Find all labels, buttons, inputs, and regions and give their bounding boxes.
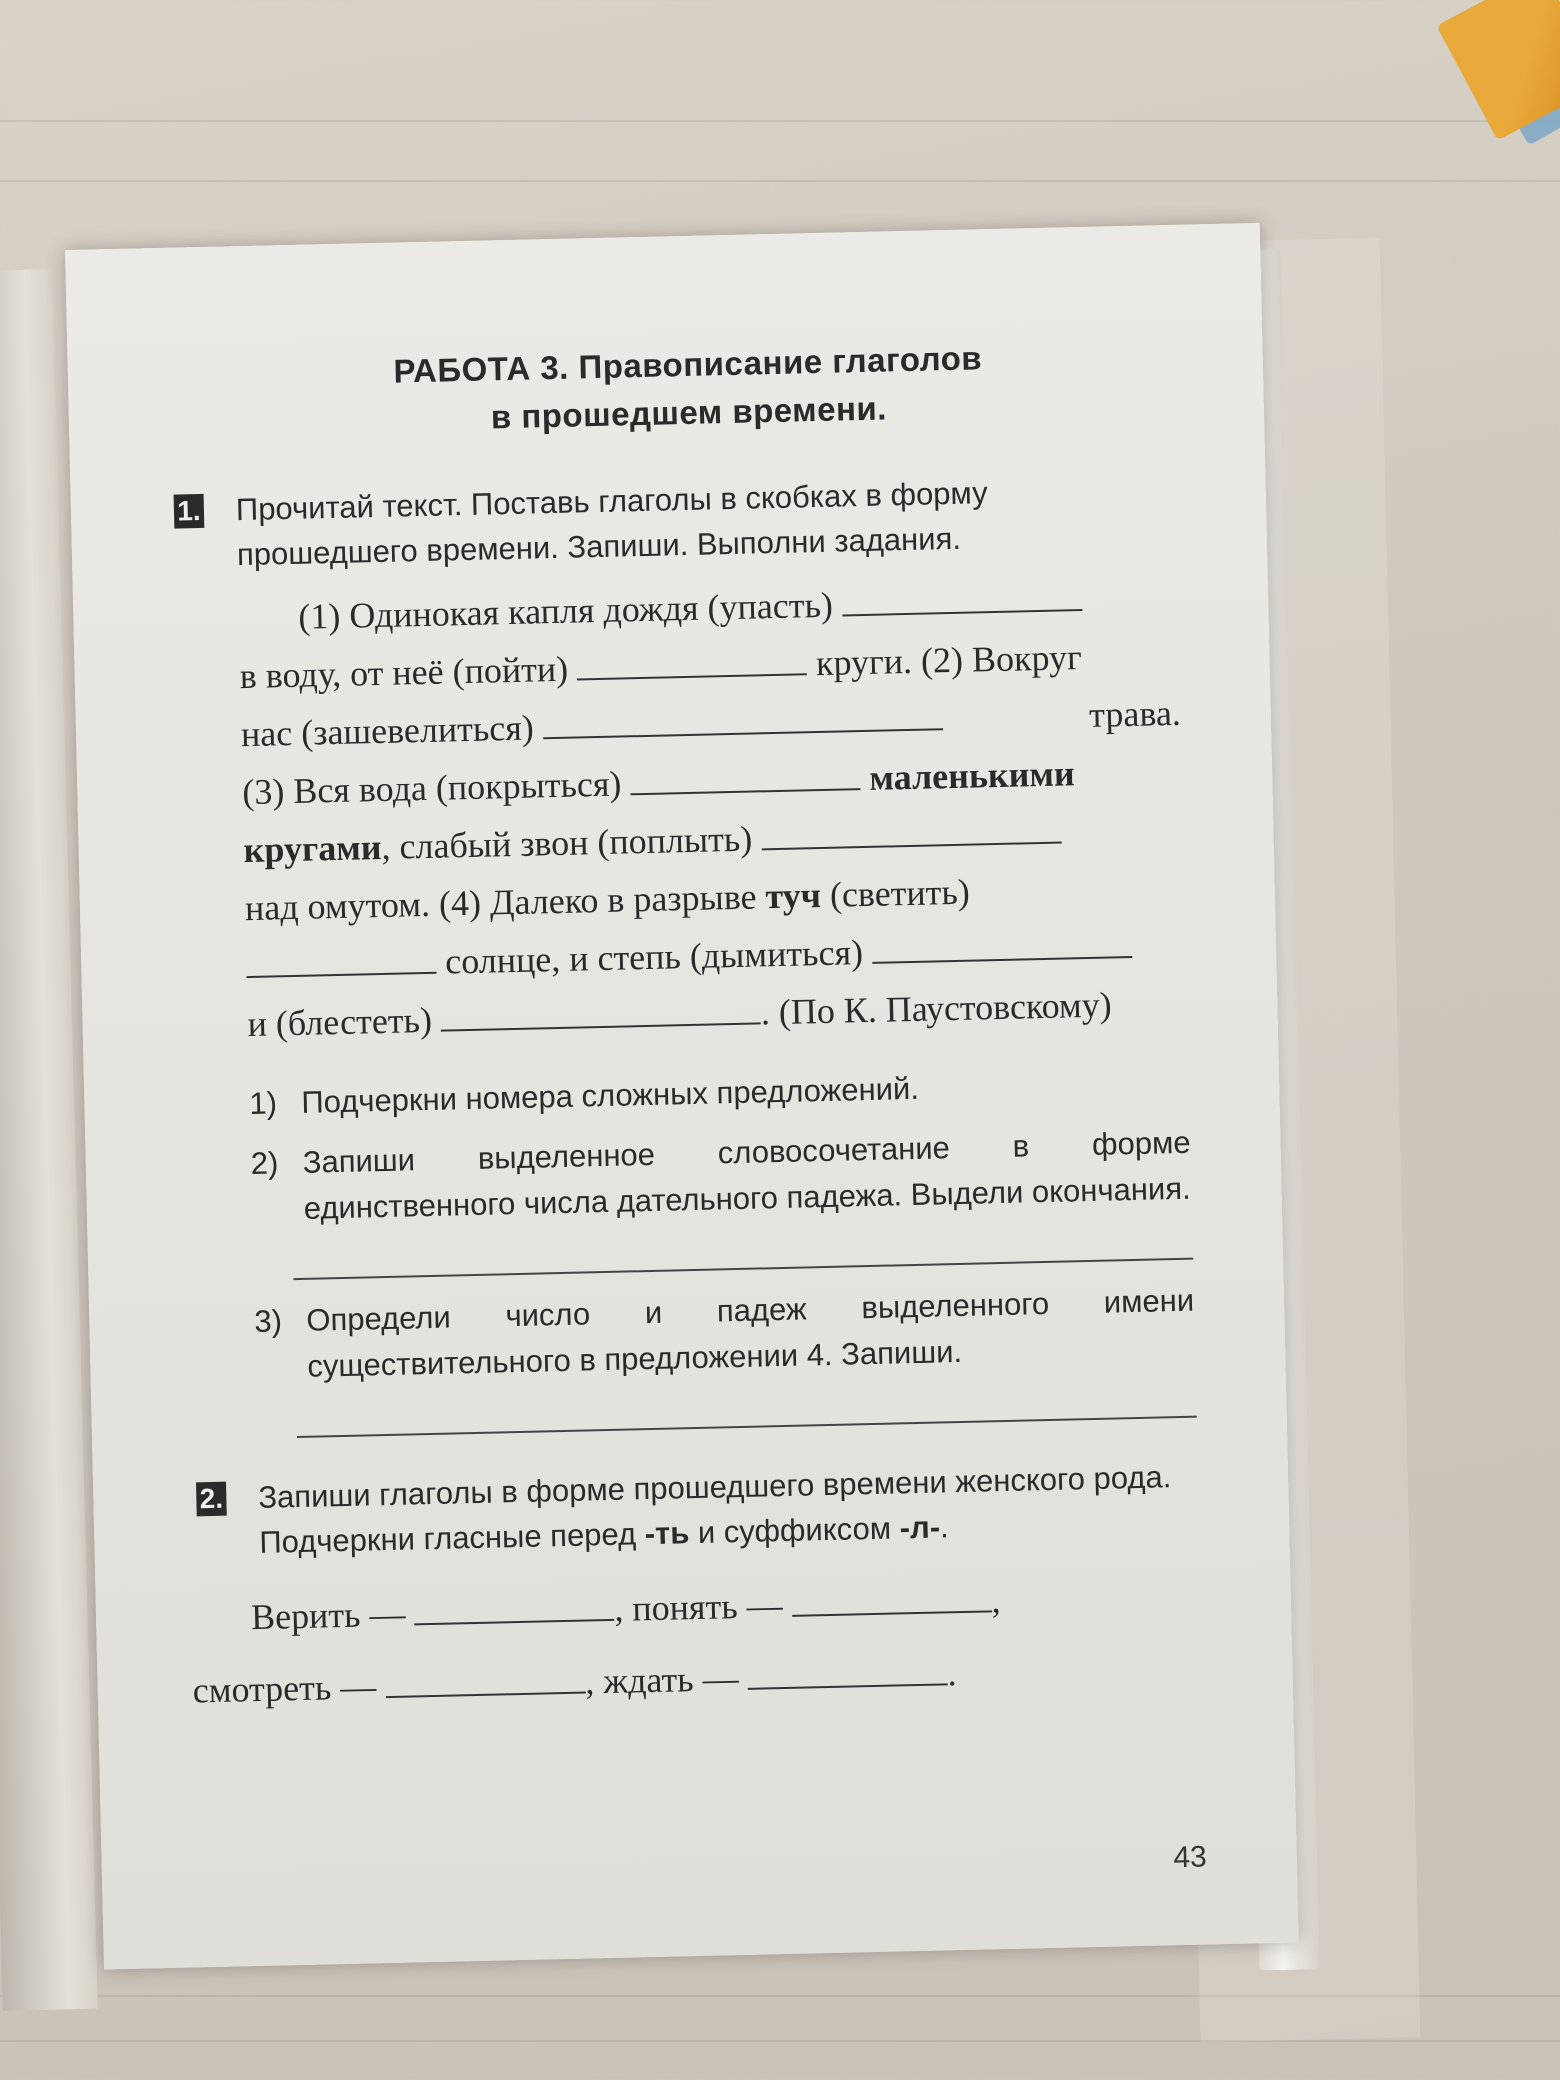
blank-verb-3[interactable] (385, 1662, 586, 1699)
suffix-t: -ть (644, 1515, 690, 1552)
text-passage (238, 568, 1188, 1053)
page-number: 43 (1173, 1840, 1208, 1875)
page-title (202, 330, 1174, 448)
blank-smoke[interactable] (872, 926, 1133, 964)
workbook-page (65, 223, 1299, 1970)
highlighted-noun: туч (764, 875, 822, 917)
task-2-instruction-b: и суффиксом (697, 1510, 892, 1550)
sentence-3b: , слабый звон (поплыть) (381, 818, 753, 867)
title-line-1: РАБОТА 3. Правописание глаголов (393, 339, 983, 390)
blank-verb-1[interactable] (414, 1589, 615, 1626)
subtask-3-number: 3) (253, 1303, 283, 1339)
task-2-instruction (258, 1454, 1200, 1565)
sentence-3a: (3) Вся вода (покрыться) (241, 763, 622, 813)
task-1-instruction: Прочитай текст. Поставь глаголы в скобках в форму прошедшего времени. Запиши. Выполни задания. (235, 475, 988, 573)
blank-fall[interactable] (841, 579, 1082, 616)
subtask-3 (254, 1278, 1196, 1391)
sentence-4a: над омутом. (4) Далеко в разрыве (244, 876, 757, 929)
sentence-2a: нас (зашевелиться) (240, 707, 535, 755)
highlighted-word-1: маленькими (868, 753, 1076, 798)
task-1-number: 1. (174, 494, 205, 529)
sentence-4b: (светить) (829, 871, 971, 915)
subtask-2-number: 2) (250, 1145, 279, 1182)
sentence-1b: в воду, от неё (пойти) (239, 648, 569, 697)
blank-verb-4[interactable] (747, 1653, 948, 1690)
subtask-1 (249, 1060, 1190, 1127)
suffix-l: -л- (899, 1509, 941, 1546)
subtask-1-text: Подчеркни номера сложных предложений. (301, 1070, 920, 1120)
sentence-2b: трава. (1088, 692, 1182, 735)
verb-1: Верить — (250, 1593, 406, 1638)
title-line-2: в прошедшем времени. (490, 389, 888, 436)
blank-shine[interactable] (246, 942, 437, 978)
sentence-1a: (1) Одинокая капля дождя (упасть) (297, 584, 834, 637)
passage-source: . (По К. Паустовскому) (760, 984, 1113, 1033)
verb-2-end: , (991, 1580, 1001, 1621)
blank-stir[interactable] (542, 698, 943, 739)
blank-cover[interactable] (630, 758, 861, 795)
subtask-2 (250, 1120, 1192, 1233)
subtask-3-text: Определи число и падеж выделенного имени существительного в предложении 4. Запиши. (305, 1282, 1195, 1384)
blank-float[interactable] (761, 812, 1062, 851)
task-2-instruction-end: . (939, 1509, 950, 1545)
task-2-instruction-a: Запиши глаголы в форме прошедшего времени женского рода. Подчеркни гласные перед (257, 1459, 1172, 1560)
subtask-1-number: 1) (249, 1085, 278, 1122)
subtask-2-text: Запиши выделенное словосочетание в форме единственного числа дательного падежа. Выдели окончания. (302, 1124, 1192, 1226)
sentence-4c: солнце, и степь (дымиться) (444, 932, 864, 982)
task-2 (188, 1454, 1200, 1567)
sentence-4d: и (блестеть) (247, 999, 433, 1045)
task-1 (165, 466, 1196, 1441)
verb-3: смотреть — (192, 1666, 377, 1711)
task-2-number: 2. (196, 1482, 227, 1517)
blank-go[interactable] (577, 643, 808, 680)
verb-exercise (190, 1560, 1203, 1727)
verb-2: , понять — (613, 1585, 784, 1629)
blank-verb-2[interactable] (791, 1580, 992, 1617)
blank-glitter[interactable] (440, 992, 761, 1031)
verb-4-end: . (947, 1653, 957, 1694)
verb-4: , ждать — (584, 1658, 740, 1702)
highlighted-word-2: кругами (243, 826, 382, 871)
sentence-1c: круги. (2) Вокруг (815, 637, 1083, 684)
